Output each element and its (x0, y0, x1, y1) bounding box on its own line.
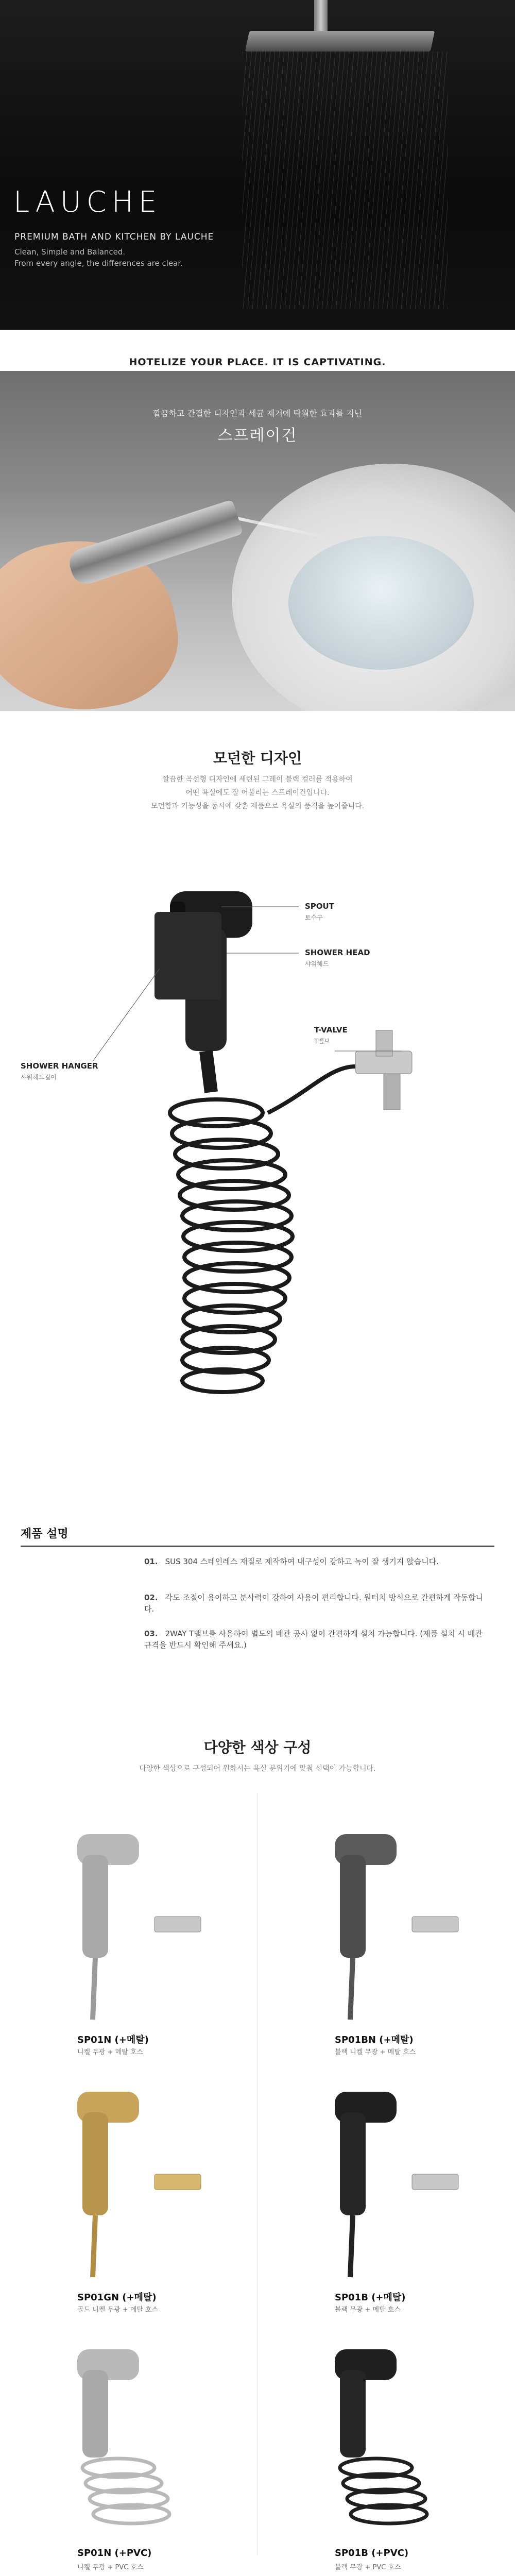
callout-spout-sub: 토수구 (305, 914, 323, 921)
spec-item-2-no: 02. (144, 1593, 158, 1602)
callout-t-valve-sub: T밸브 (314, 1038, 330, 1045)
variant-3-desc: 골드 니켈 무광 + 메탈 호스 (77, 2306, 159, 2314)
variant-2-desc: 블랙 니켈 무광 + 메탈 호스 (335, 2048, 416, 2056)
spec-title: 제품 설명 (21, 1528, 68, 1540)
spec-divider (21, 1546, 494, 1547)
motto-text: HOTELIZE YOUR PLACE. IT IS CAPTIVATING. (129, 357, 386, 368)
spec-section (0, 1515, 515, 1700)
variant-5-desc: 니켈 무광 + PVC 호스 (77, 2564, 144, 2571)
variant-1-name: SP01N (+메탈) (77, 2035, 149, 2045)
t-valve-drawing (355, 1030, 412, 1110)
callout-t-valve: T-VALVE (314, 1025, 348, 1035)
motto-section (0, 330, 515, 371)
color-variants-grid (0, 1793, 515, 2566)
spec-item-3-no: 03. (144, 1629, 158, 1638)
design-text-3: 모던함과 기능성을 동시에 갖춘 제품으로 욕실의 품격을 높여줍니다. (150, 802, 365, 810)
variant-6-name: SP01B (+PVC) (335, 2548, 409, 2558)
colors-title: 다양한 색상 구성 (203, 1739, 312, 1756)
callout-shower-head: SHOWER HEAD (305, 948, 370, 957)
variant-2-name: SP01BN (+메탈) (335, 2035, 414, 2045)
brand-tagline: PREMIUM BATH AND KITCHEN BY LAUCHE (14, 232, 214, 242)
variant-4-name: SP01B (+메탈) (335, 2292, 406, 2303)
brand-logo: LAUCHE (13, 185, 162, 219)
brand-description-1: Clean, Simple and Balanced. (14, 247, 126, 257)
spec-item-3-text: 2WAY T밸브를 사용하여 별도의 배관 공사 없이 간편하게 설치 가능합니다. (제품 설치 시 배관 규격을 반드시 확인해 주세요.) (144, 1629, 483, 1650)
variant-5-name: SP01N (+PVC) (77, 2548, 152, 2558)
spec-item-2-text: 각도 조절이 용이하고 분사력이 강하여 사용이 편리합니다. 원터치 방식으로 간편하게 작동합니다. (144, 1593, 484, 1614)
variant-1-image (77, 1834, 201, 2020)
product-diagram (0, 824, 515, 1463)
variant-3-image (77, 2092, 201, 2277)
water-spray-image (242, 52, 448, 309)
photo-caption: 깔끔하고 간결한 디자인과 세균 제거에 탁월한 효과를 지닌 (152, 409, 363, 418)
variant-1-desc: 니켈 무광 + 메탈 호스 (77, 2048, 143, 2056)
variant-6-desc: 블랙 무광 + PVC 호스 (335, 2564, 401, 2571)
brand-description-2: From every angle, the differences are clear. (14, 259, 183, 268)
usage-photo (0, 371, 515, 711)
variant-6-image (335, 2349, 427, 2523)
hero-banner (0, 0, 515, 330)
spec-item-2 (144, 1592, 484, 1615)
colors-subtitle: 다양한 색상으로 구성되어 원하시는 욕실 분위기에 맞춰 선택이 가능합니다. (139, 1765, 376, 1773)
design-text-1: 깔끔한 곡선형 디자인에 세련된 그레이 블랙 컬러를 적용하여 (162, 775, 353, 784)
spec-item-1-no: 01. (144, 1557, 158, 1566)
spec-item-1 (144, 1556, 484, 1567)
design-title: 모던한 디자인 (213, 750, 302, 767)
design-text-2: 어떤 욕실에도 잘 어울리는 스프레이건입니다. (185, 789, 330, 797)
callout-shower-hanger-sub: 샤워헤드걸이 (21, 1074, 57, 1081)
shower-head-image (245, 31, 435, 52)
variant-5-image (77, 2349, 169, 2523)
spray-gun-drawing (154, 891, 252, 1092)
toilet-bowl-image (288, 536, 474, 670)
variant-3-name: SP01GN (+메탈) (77, 2292, 157, 2303)
spec-item-1-text: SUS 304 스테인레스 재질로 제작하여 내구성이 강하고 녹이 잘 생기지 않습니다. (165, 1557, 439, 1566)
variant-4-image (335, 2092, 458, 2277)
variant-4-desc: 블랙 무광 + 메탈 호스 (335, 2306, 401, 2314)
coiled-hose-drawing (170, 1066, 355, 1392)
callout-shower-head-sub: 샤워헤드 (305, 960, 329, 968)
photo-title: 스프레이건 (217, 427, 298, 445)
callout-spout: SPOUT (305, 902, 334, 911)
spec-item-3 (144, 1628, 484, 1651)
callout-shower-hanger: SHOWER HANGER (21, 1061, 98, 1071)
variant-2-image (335, 1834, 458, 2020)
